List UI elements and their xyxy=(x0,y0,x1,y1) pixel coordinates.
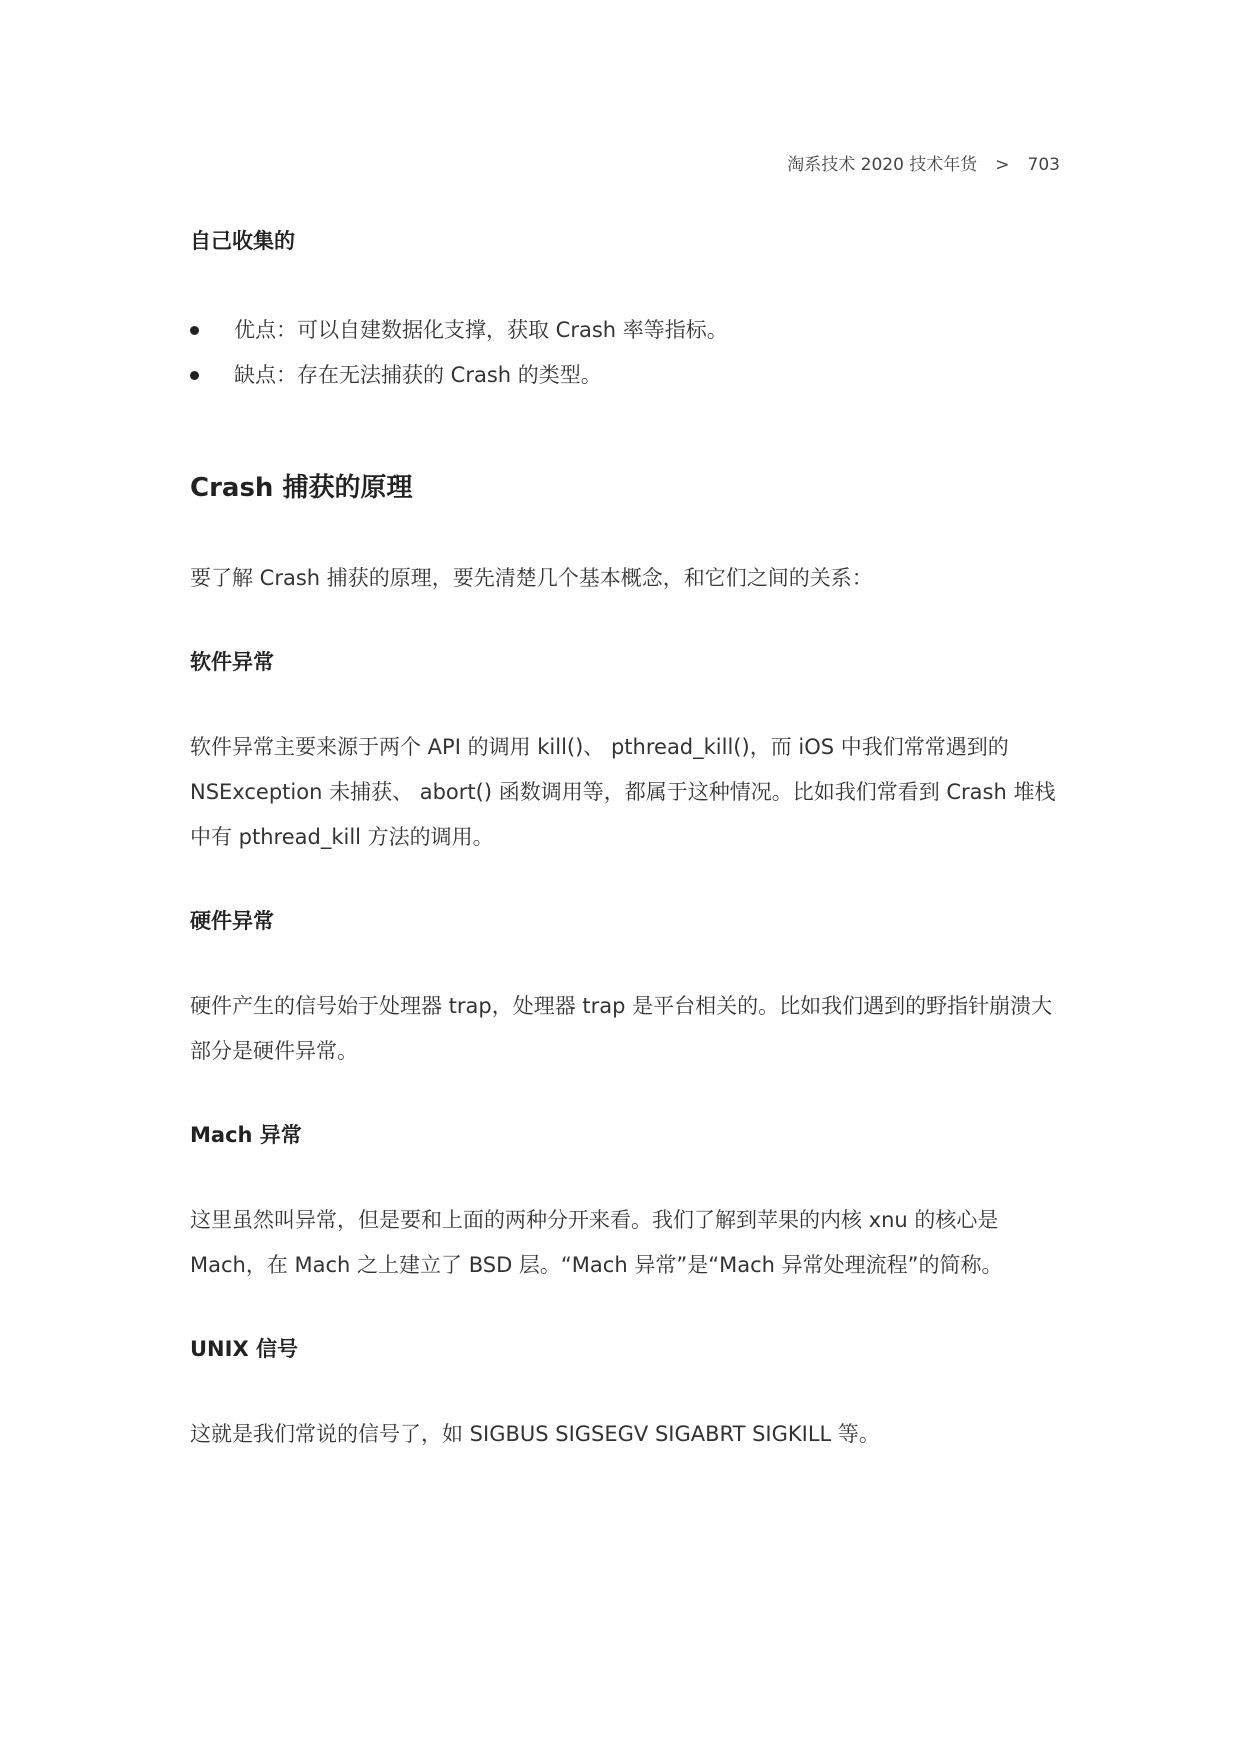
subheading-self-collect: 自己收集的 xyxy=(190,229,295,253)
subheading-mach-exception: Mach 异常 xyxy=(190,1123,302,1147)
list-item xyxy=(190,353,1060,398)
hardware-exception-paragraph: 硬件产生的信号始于处理器 trap，处理器 trap 是平台相关的。比如我们遇到的野指针崩溃大部分是硬件异常。 xyxy=(190,994,1053,1063)
unix-signal-paragraph: 这就是我们常说的信号了，如 SIGBUS SIGSEGV SIGABRT SIGKILL 等。 xyxy=(190,1422,880,1446)
list-item-text: 缺点：存在无法捕获的 Crash 的类型。 xyxy=(234,363,602,387)
list-item xyxy=(190,308,1060,353)
subheading-hardware-exception: 硬件异常 xyxy=(190,909,274,933)
header-separator: > xyxy=(995,155,1010,175)
page-number: 703 xyxy=(1027,155,1060,175)
header-title: 淘系技术 2020 技术年货 xyxy=(787,155,978,175)
bullet-icon xyxy=(190,371,199,380)
mach-exception-paragraph: 这里虽然叫异常，但是要和上面的两种分开来看。我们了解到苹果的内核 xnu 的核心是 Mach，在 Mach 之上建立了 BSD 层。“Mach 异常”是“Mach 异常处理流程”的简称。 xyxy=(190,1208,1003,1277)
bullet-icon xyxy=(190,326,199,335)
intro-paragraph: 要了解 Crash 捕获的原理，要先清楚几个基本概念，和它们之间的关系： xyxy=(190,566,873,590)
subheading-unix-signal: UNIX 信号 xyxy=(190,1337,298,1361)
page-content xyxy=(190,226,1060,1457)
section-title: Crash 捕获的原理 xyxy=(190,473,413,503)
pros-cons-list xyxy=(190,308,1060,398)
subheading-software-exception: 软件异常 xyxy=(190,650,274,674)
running-header xyxy=(787,150,1060,175)
list-item-text: 优点：可以自建数据化支撑，获取 Crash 率等指标。 xyxy=(234,318,728,342)
software-exception-paragraph: 软件异常主要来源于两个 API 的调用 kill()、 pthread_kill()，而 iOS 中我们常常遇到的 NSException 未捕获、 abort() 函数调用等，都属于这种情况。比如我们常看到 Crash 堆栈中有 pthread_kill 方法的调用。 xyxy=(190,735,1056,849)
